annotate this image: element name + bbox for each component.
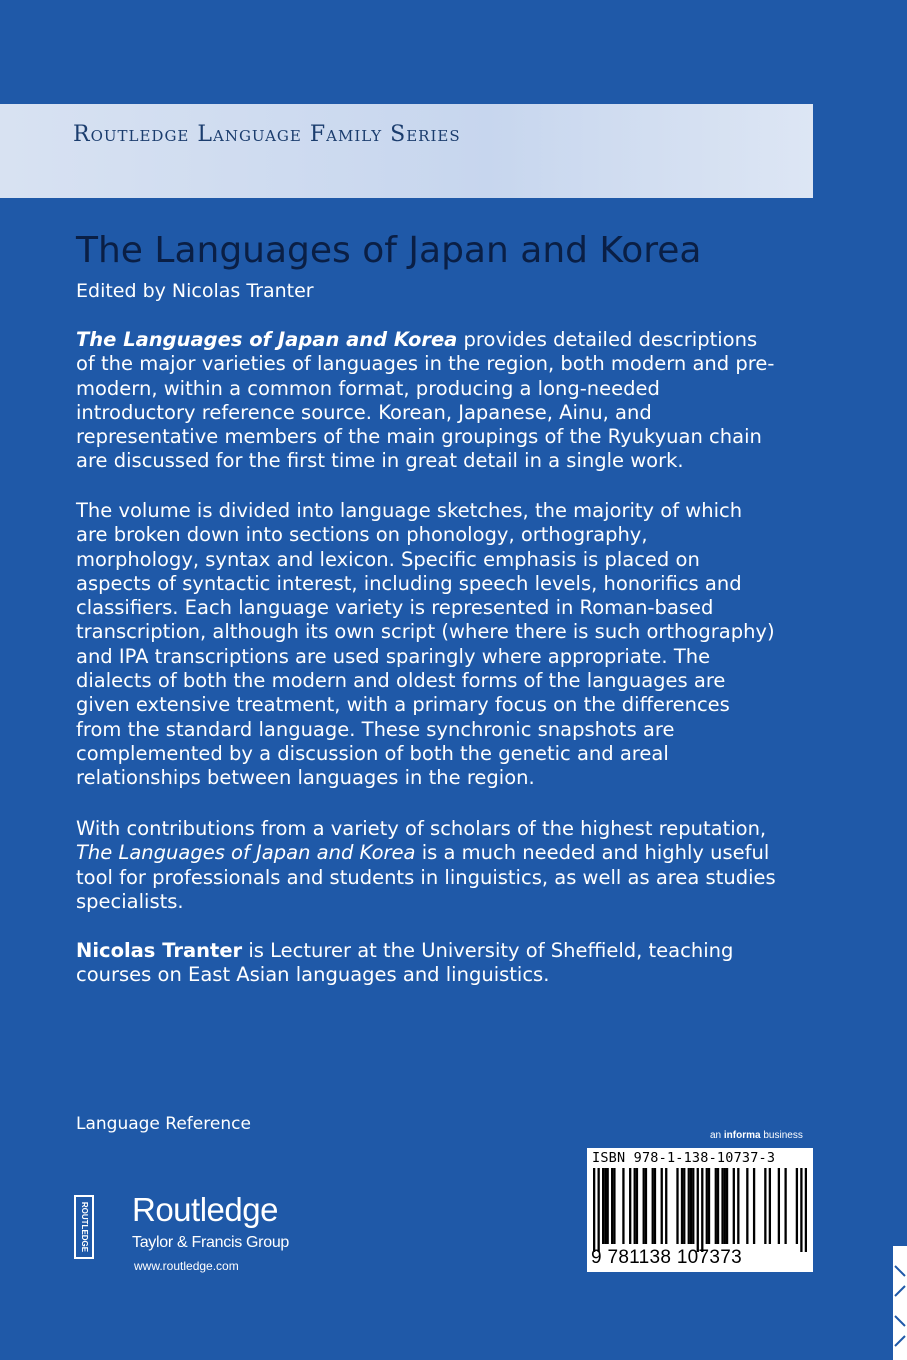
barcode-bar bbox=[708, 1168, 710, 1244]
barcode-bar bbox=[676, 1168, 678, 1244]
barcode-bar bbox=[593, 1168, 595, 1252]
barcode-bar bbox=[769, 1168, 771, 1244]
description-p3-end: is a much needed and highly useful tool for professionals and students in linguistics, as well as area studies specialists. bbox=[76, 841, 776, 913]
description-paragraph-1 bbox=[76, 328, 776, 474]
barcode-bar bbox=[690, 1168, 692, 1244]
barcode-bar bbox=[784, 1168, 786, 1244]
barcode-bar bbox=[706, 1168, 708, 1244]
barcode-bar bbox=[683, 1168, 685, 1244]
editor-line: Edited by Nicolas Tranter bbox=[76, 280, 314, 302]
informa-suffix: business bbox=[760, 1130, 803, 1141]
isbn-text: ISBN 978-1-138-10737-3 bbox=[592, 1150, 776, 1166]
barcode-bar bbox=[737, 1168, 739, 1244]
publisher-url: www.routledge.com bbox=[134, 1259, 239, 1273]
barcode-bar bbox=[634, 1168, 636, 1244]
informa-brand: informa bbox=[723, 1130, 761, 1141]
publisher-name: Routledge bbox=[132, 1191, 278, 1228]
barcode-bar bbox=[764, 1168, 766, 1244]
edge-crop-marks bbox=[893, 1246, 907, 1360]
barcode-bar bbox=[613, 1168, 615, 1244]
barcode-bar bbox=[715, 1168, 717, 1244]
barcode-bar bbox=[602, 1168, 604, 1244]
routledge-mark-icon bbox=[74, 1195, 94, 1259]
barcode-bar bbox=[692, 1168, 694, 1244]
routledge-logo bbox=[74, 1193, 314, 1273]
barcode-bar bbox=[721, 1168, 723, 1244]
barcode-bar bbox=[805, 1168, 807, 1252]
isbn-barcode bbox=[587, 1148, 813, 1272]
author-name: Nicolas Tranter bbox=[76, 939, 243, 962]
barcode-bar bbox=[611, 1168, 613, 1244]
description-p3-start: With contributions from a variety of scholars of the highest reputation, bbox=[76, 817, 767, 840]
book-title: The Languages of Japan and Korea bbox=[76, 230, 702, 271]
author-bio-text: is Lecturer at the University of Sheffield, teaching courses on East Asian languages and linguistics. bbox=[76, 939, 734, 987]
barcode-bar bbox=[796, 1168, 798, 1244]
barcode-bar bbox=[778, 1168, 780, 1244]
barcode-bar bbox=[688, 1168, 690, 1244]
ean-digits: 9 781138 107373 bbox=[591, 1247, 743, 1268]
barcode-bar bbox=[697, 1168, 699, 1252]
barcode-bar bbox=[645, 1168, 647, 1244]
series-title: Routledge Language Family Series bbox=[73, 122, 461, 147]
barcode-bar bbox=[681, 1168, 683, 1244]
barcode-bar bbox=[654, 1168, 656, 1244]
publisher-group: Taylor & Francis Group bbox=[132, 1234, 290, 1251]
subject-category: Language Reference bbox=[76, 1114, 251, 1134]
barcode-bar bbox=[733, 1168, 735, 1244]
description-p1-text: provides detailed descriptions of the major varieties of languages in the region, both modern and pre-modern, within a common format, producing a long-needed introductory reference source. Korean, Japanese, Ainu, and representative members of the main groupings of the Ryukyuan chain are discussed for the first time in great detail in a single work. bbox=[76, 328, 775, 473]
barcode-bars bbox=[593, 1168, 807, 1252]
barcode-bar bbox=[604, 1168, 606, 1244]
description-p3-title: The Languages of Japan and Korea bbox=[76, 841, 416, 865]
author-bio bbox=[76, 939, 776, 988]
barcode-bar bbox=[622, 1168, 624, 1244]
barcode-bar bbox=[629, 1168, 631, 1244]
barcode-bar bbox=[726, 1168, 728, 1244]
barcode-bar bbox=[643, 1168, 645, 1244]
routledge-mark-text: ROUTLEDGE bbox=[79, 1201, 89, 1253]
description-paragraph-3 bbox=[76, 817, 776, 914]
barcode-bar bbox=[636, 1168, 638, 1244]
barcode-bar bbox=[598, 1168, 600, 1252]
barcode-bar bbox=[717, 1168, 719, 1244]
barcode-bar bbox=[724, 1168, 726, 1244]
barcode-bar bbox=[753, 1168, 755, 1244]
barcode-bar bbox=[661, 1168, 663, 1244]
description-paragraph-2: The volume is divided into language sketches, the majority of which are broken down into sections on phonology, orthography, morphology, syntax and lexicon. Specific emphasis is placed on aspects of syntactic interest, including speech levels, honorifics and classifiers. Each language variety is represented in Roman-based transcription, although its own script (where there is such orthography) and IPA transcriptions are used sparingly where appropriate. The dialects of both the modern and oldest forms of the languages are given extensive treatment, with a primary focus on the differences from the standard language. These synchronic snapshots are complemented by a discussion of both the genetic and areal relationships between languages in the region. bbox=[76, 499, 775, 790]
description-title-ref: The Languages of Japan and Korea bbox=[76, 328, 458, 351]
informa-tagline bbox=[710, 1130, 803, 1141]
barcode-bar bbox=[652, 1168, 654, 1244]
barcode-bar bbox=[746, 1168, 748, 1244]
barcode-bar bbox=[607, 1168, 609, 1244]
barcode-bar bbox=[665, 1168, 667, 1244]
barcode-bar bbox=[800, 1168, 802, 1252]
barcode-bar bbox=[701, 1168, 703, 1252]
informa-prefix: an bbox=[710, 1130, 724, 1141]
series-band bbox=[0, 104, 813, 198]
